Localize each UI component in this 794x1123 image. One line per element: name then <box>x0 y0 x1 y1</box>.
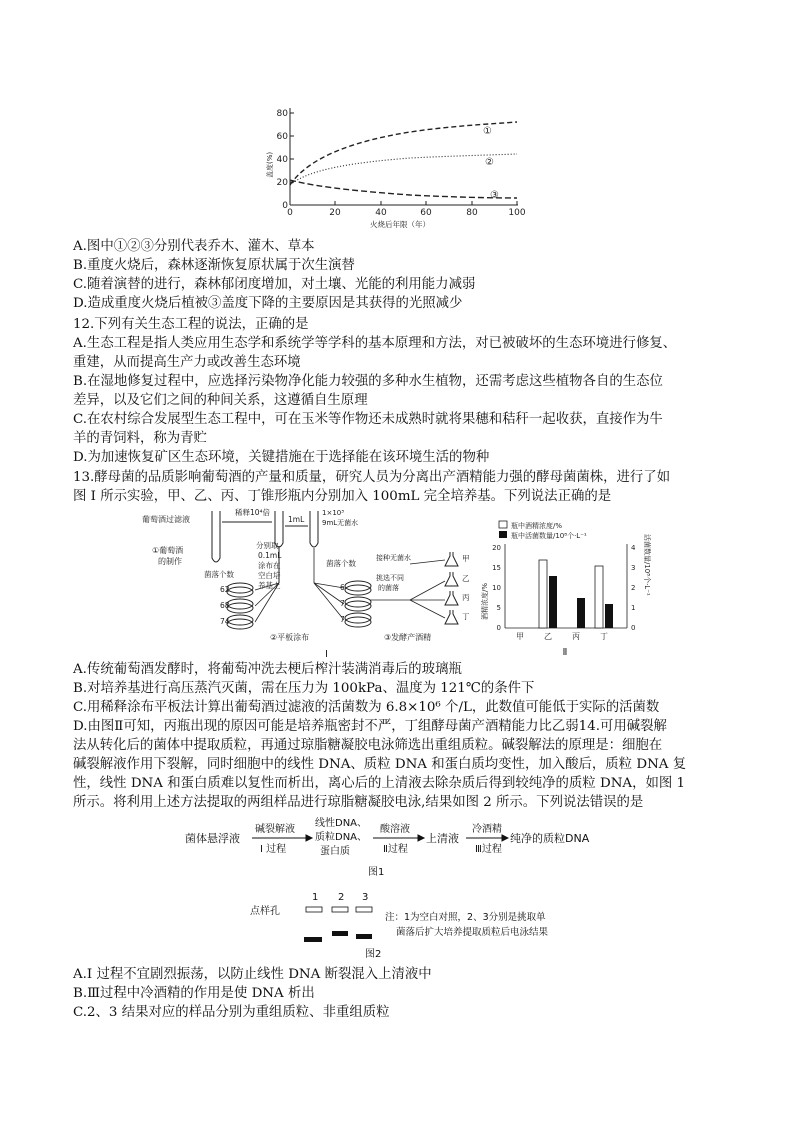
y-tick-label: 40 <box>276 155 288 165</box>
q12-option-b-cont: 差异，以及它们之间的种间关系，这遵循自生原理 <box>73 393 368 408</box>
q14-stem-cont: 所示。将利用上述方法提取的两组样品进行琼脂糖凝胶电泳,结果如图 2 所示。下列说法错误的是 <box>73 795 644 810</box>
q14-stem-cont: 性，线性 DNA 和蛋白质难以复性而析出，离心后的上清液去除杂质后得到较纯净的质粒 DNA，如图 1 <box>73 776 686 791</box>
flow-node: 蛋白质 <box>320 846 350 857</box>
bar-alcohol-乙 <box>539 560 547 628</box>
curve-label-3: ③ <box>490 190 499 201</box>
colony-count: 7 <box>340 599 345 608</box>
q13-option-c: C.用稀释涂布平板法计算出葡萄酒过滤液的活菌数为 6.8×10⁶ 个/L，此数值可能低于实际的活菌数 <box>73 700 660 715</box>
figure-note: 注：1为空白对照，2、3分别是挑取单 <box>385 912 546 923</box>
colony-count: 68 <box>220 601 230 610</box>
y-tick-right: 4 <box>631 544 636 552</box>
y-axis-label-left: 酒精浓度/% <box>481 582 489 620</box>
pick-label: 挑选不同 <box>376 574 404 582</box>
figure-note-cont: 菌落后扩大培养提取质粒后电泳结果 <box>396 927 549 938</box>
y-tick-label: 60 <box>276 132 288 142</box>
x-tick-label: 20 <box>329 208 341 218</box>
colony-count: 6 <box>340 583 345 592</box>
x-tick-label: 80 <box>466 208 478 218</box>
curve-3 <box>290 180 517 198</box>
y-tick-right: 3 <box>631 564 636 572</box>
y-tick-right: 1 <box>631 604 636 612</box>
q12-option-c: C.在农村综合发展型生态工程中，可在玉米等作物还未成熟时就将果穗和秸秆一起收获，直接作为牛 <box>73 412 663 427</box>
q12-option-b: B.在湿地修复过程中，应选择污染物净化能力较强的多种水生植物，还需考虑这些植物各自的生态位 <box>73 374 663 389</box>
legend-swatch-alcohol <box>499 521 507 528</box>
lane-label: 1 <box>312 892 319 903</box>
y-tick-left: 15 <box>492 564 501 572</box>
step-note: 养基上 <box>258 581 281 590</box>
y-tick-label: 80 <box>276 109 288 119</box>
step-note: 0.1mL <box>258 551 282 560</box>
well-label: 点样孔 <box>250 906 280 917</box>
flask-label: 丁 <box>462 612 470 621</box>
flask-label: 甲 <box>462 554 470 563</box>
step-note: 空白培 <box>258 571 281 580</box>
flow-step: Ⅲ过程 <box>475 844 502 855</box>
flow-reagent: 碱裂解液 <box>255 824 295 835</box>
colony-count-label: 菌落个数 <box>204 570 234 579</box>
x-tick-label: 丙 <box>572 632 580 641</box>
x-tick-label: 丁 <box>600 632 608 641</box>
x-tick-label: 甲 <box>516 632 524 641</box>
lane-label: 2 <box>338 892 345 903</box>
figure-14-2-gel <box>250 890 630 962</box>
figure-1-experiment <box>140 508 490 658</box>
q14-stem: 法从转化后的菌体中提取质粒，再通过琼脂糖凝胶电泳筛选出重组质粒。碱裂解法的原理是：细胞在 <box>73 738 663 753</box>
flow-node: 纯净的质粒DNA <box>510 832 590 845</box>
bar-count-丙 <box>577 598 585 628</box>
volume-label: 1mL <box>288 515 305 524</box>
curve-label-1: ① <box>483 126 492 137</box>
bar-alcohol-丁 <box>595 566 603 628</box>
step-note: 涂布在 <box>258 561 281 570</box>
flask-label: 乙 <box>462 574 470 583</box>
figure-caption: 图1 <box>368 867 385 878</box>
x-axis-label: 火烧后年限（年） <box>370 220 430 229</box>
gel-band-lane-3 <box>356 934 372 939</box>
colony-count-label: 菌落个数 <box>326 559 356 568</box>
legend-alcohol: 瓶中酒精浓度/% <box>511 522 563 530</box>
y-tick-left: 0 <box>496 624 501 632</box>
bar-count-丁 <box>605 604 613 628</box>
flow-reagent: 冷酒精 <box>472 824 502 835</box>
inoculate-label: 接种无菌水 <box>376 554 411 562</box>
flow-reagent: 酸溶液 <box>380 824 410 835</box>
x-tick-label: 100 <box>508 208 526 218</box>
legend-swatch-count <box>499 531 507 538</box>
step-1-label-cont: 的制作 <box>158 557 182 566</box>
sterile-water-label: 9mL无菌水 <box>322 519 359 527</box>
flow-step: Ⅱ过程 <box>383 844 408 855</box>
dilution-factor-label: 1×10³ <box>322 509 345 517</box>
figure-caption: 图2 <box>365 949 382 960</box>
x-tick-label: 0 <box>287 208 293 218</box>
bar-count-乙 <box>549 576 557 628</box>
dilution-label: 稀释10⁴倍 <box>235 508 271 517</box>
q13-option-b: B.对培养基进行高压蒸汽灭菌，需在压力为 100kPa、温度为 121℃的条件下 <box>73 681 535 696</box>
flow-step: I 过程 <box>260 844 287 855</box>
q14-option-b: B.Ⅲ过程中冷酒精的作用是使 DNA 析出 <box>73 986 315 1001</box>
q12-option-c-cont: 羊的青饲料，称为青贮 <box>73 431 207 446</box>
y-tick-left: 20 <box>492 544 501 552</box>
q12-option-a: A.生态工程是指人类应用生态学和系统学等学科的基本原理和方法，对已被破坏的生态环境进行修复、 <box>73 336 677 351</box>
flow-node: 上清液 <box>426 832 459 845</box>
y-tick-left: 10 <box>492 584 501 592</box>
gel-band-lane-2b <box>304 937 322 942</box>
y-tick-right: 2 <box>631 584 636 592</box>
flow-node: 质粒DNA、 <box>315 832 368 843</box>
gel-band-lane-2 <box>332 931 348 936</box>
colony-count: 7 <box>340 615 345 624</box>
q14-stem-cont: 碱裂解液作用下裂解，同时细胞中的线性 DNA、质粒 DNA 和蛋白质均变性，加入酸后，质粒 DNA 复 <box>73 757 687 772</box>
q13-stem-cont: 图 I 所示实验，甲、乙、丙、丁锥形瓶内分别加入 100mL 完全培养基。下列说法正确的是 <box>73 489 612 504</box>
x-tick-label: 60 <box>420 208 432 218</box>
step-note: 分别取 <box>256 541 279 550</box>
cover-chart <box>250 100 540 240</box>
figure-2-bar-chart <box>475 520 655 670</box>
curve-2 <box>290 154 517 185</box>
q14-option-c: C.2、3 结果对应的样品分别为重组质粒、非重组质粒 <box>73 1005 390 1020</box>
pick-label-cont: 的菌落 <box>378 584 399 592</box>
q12-stem: 12.下列有关生态工程的说法，正确的是 <box>73 317 309 332</box>
q11-option-b: B.重度火烧后，森林逐渐恢复原状属于次生演替 <box>73 258 355 273</box>
x-tick-label: 40 <box>375 208 387 218</box>
q13-option-a: A.传统葡萄酒发酵时，将葡萄冲洗去梗后榨汁装满消毒后的玻璃瓶 <box>73 662 462 677</box>
step-1-label: ①葡萄酒 <box>152 546 184 555</box>
flask-label: 丙 <box>462 593 470 602</box>
curve-label-2: ② <box>485 157 494 168</box>
y-tick-label: 0 <box>282 201 288 211</box>
q11-option-a: A.图中①②③分别代表乔木、灌木、草本 <box>73 239 315 254</box>
flow-node: 菌体悬浮液 <box>185 832 240 845</box>
lane-label: 3 <box>362 892 369 903</box>
y-axis-label-right: 活菌数量/10⁸个·L⁻¹ <box>643 534 651 596</box>
step-2-label: ②平板涂布 <box>270 633 310 642</box>
y-tick-left: 5 <box>496 604 501 612</box>
y-tick-label: 20 <box>276 178 288 188</box>
step-3-label: ③发酵产酒精 <box>384 633 432 642</box>
x-tick-label: 乙 <box>544 632 552 641</box>
q11-option-d: D.造成重度火烧后植被③盖度下降的主要原因是其获得的光照减少 <box>73 296 463 311</box>
colony-count: 74 <box>220 617 230 626</box>
q11-option-c: C.随着演替的进行，森林郁闭度增加，对土壤、光能的利用能力减弱 <box>73 277 476 292</box>
flow-node: 线性DNA、 <box>315 818 368 829</box>
figure-label-II: Ⅱ <box>562 647 568 658</box>
q12-option-a-cont: 重建，从而提高生产力或改善生态环境 <box>73 355 301 370</box>
sample-label: 葡萄酒过滤液 <box>142 515 190 524</box>
q12-option-d: D.为加速恢复矿区生态环境，关键措施在于选择能在该环境生活的物种 <box>73 450 490 465</box>
q13-option-d: D.由图Ⅱ可知，丙瓶出现的原因可能是培养瓶密封不严，丁组酵母菌产酒精能力比乙弱14.可用碱裂解 <box>73 719 667 734</box>
y-axis-label: 盖度(%) <box>266 151 274 178</box>
q13-stem: 13.酵母菌的品质影响葡萄酒的产量和质量，研究人员为分离出产酒精能力强的酵母菌菌株，进行了如 <box>73 470 671 485</box>
figure-label-I: Ⅰ <box>325 649 328 658</box>
q14-option-a: A.I 过程不宜剧烈振荡，以防止线性 DNA 断裂混入上清液中 <box>73 967 432 982</box>
colony-count: 62 <box>220 585 230 594</box>
legend-count: 瓶中活菌数量/10⁸个·L⁻¹ <box>511 532 587 540</box>
y-tick-right: 0 <box>631 624 636 632</box>
figure-14-1-flow <box>180 812 620 884</box>
